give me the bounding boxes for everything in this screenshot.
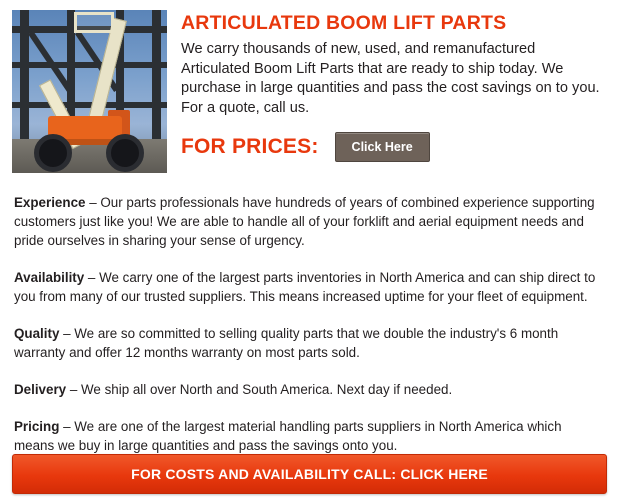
benefit-delivery-lead: Delivery (14, 382, 67, 397)
benefit-experience (14, 193, 605, 250)
cta-banner-label: FOR COSTS AND AVAILABILITY CALL: CLICK HERE (131, 466, 488, 482)
benefits-list (12, 193, 607, 455)
page-title: ARTICULATED BOOM LIFT PARTS (181, 12, 507, 34)
boom-wheel (34, 134, 72, 172)
benefit-experience-text: Our parts professionals have hundreds of years of combined experience supporting customers just like you! We are able to handle all of your forklift and aerial equipment needs and pride ourselves in sharing your sense of urgency. (14, 195, 595, 248)
articulated-boom-lift-photo (12, 10, 167, 173)
boom-wheel (106, 134, 144, 172)
intro-paragraph: We carry thousands of new, used, and remanufactured Articulated Boom Lift Parts that are ready to ship today. We purchase in large quantities and pass the cost savings on to you. For a quote, call us. (181, 41, 600, 116)
prices-row (181, 132, 607, 162)
benefit-quality-lead: Quality (14, 326, 60, 341)
benefit-experience-dash: – (85, 195, 101, 210)
benefit-pricing (14, 417, 605, 455)
click-here-button[interactable]: Click Here (335, 132, 430, 162)
header-section (12, 10, 607, 173)
benefit-pricing-text: We are one of the largest material handling parts suppliers in North America which means we buy in large quantities and pass the savings onto you. (14, 419, 562, 453)
benefit-availability-text: We carry one of the largest parts inventories in North America and can ship direct to you from many of our trusted suppliers. This means increased uptime for your fleet of equipment. (14, 270, 596, 304)
benefit-availability (14, 268, 605, 306)
steel-beam (12, 102, 167, 108)
benefit-experience-lead: Experience (14, 195, 86, 210)
benefit-quality-text: We are so committed to selling quality parts that we double the industry's 6 month warranty and offer 12 months warranty on most parts sold. (14, 326, 559, 360)
benefit-quality (14, 324, 605, 362)
benefit-pricing-dash: – (59, 419, 75, 434)
benefit-delivery-dash: – (66, 382, 82, 397)
benefit-quality-dash: – (59, 326, 75, 341)
benefit-availability-lead: Availability (14, 270, 85, 285)
benefit-availability-dash: – (84, 270, 100, 285)
benefit-pricing-lead: Pricing (14, 419, 60, 434)
boom-basket (74, 12, 114, 33)
header-text (181, 10, 607, 162)
for-prices-label: FOR PRICES: (181, 135, 319, 158)
benefit-delivery-text: We ship all over North and South America. Next day if needed. (81, 382, 453, 397)
steel-beam (12, 62, 167, 68)
benefit-delivery (14, 380, 605, 399)
cta-banner-button[interactable] (12, 454, 607, 494)
